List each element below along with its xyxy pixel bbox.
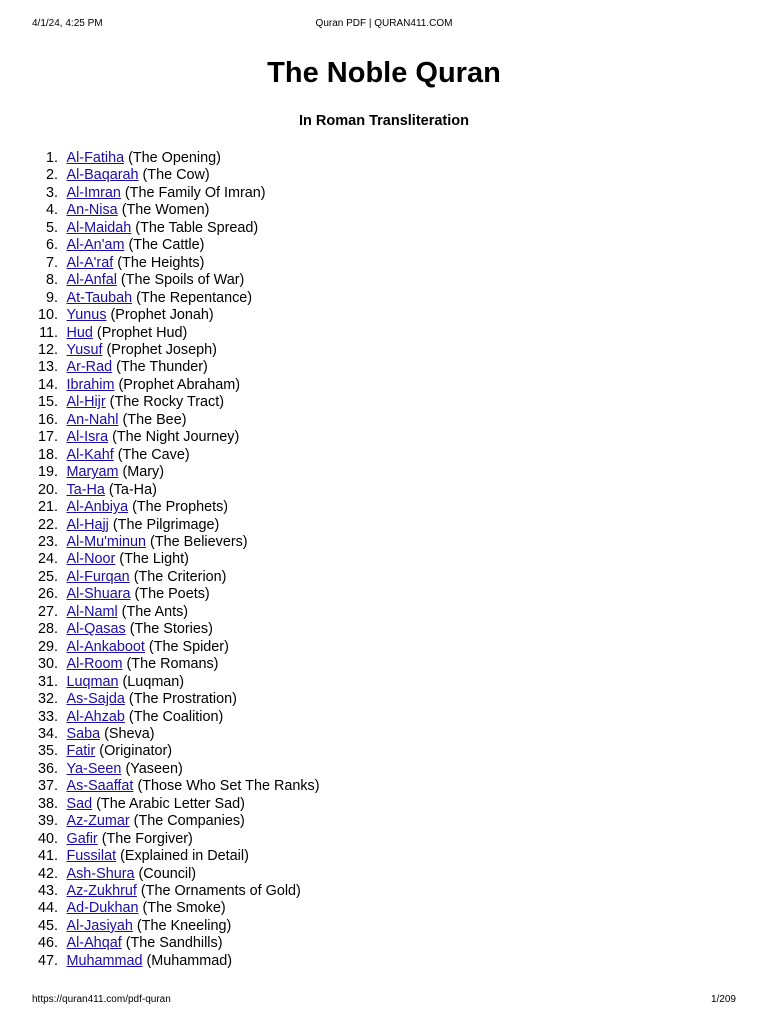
surah-meaning: (The Repentance) bbox=[136, 289, 253, 306]
surah-list-item bbox=[32, 517, 320, 534]
surah-meaning: (Those Who Set The Ranks) bbox=[137, 778, 320, 795]
surah-link[interactable]: Yunus bbox=[66, 307, 107, 324]
surah-link[interactable]: At-Taubah bbox=[66, 289, 133, 306]
surah-number: 18. bbox=[37, 446, 58, 463]
surah-number: 29. bbox=[37, 638, 58, 655]
surah-meaning: (The Prophets) bbox=[132, 499, 229, 516]
surah-number: 11. bbox=[39, 324, 58, 341]
surah-meaning: (The Coalition) bbox=[128, 708, 224, 725]
surah-list-item bbox=[32, 412, 320, 429]
surah-meaning: (The Romans) bbox=[126, 656, 219, 673]
surah-meaning: (Originator) bbox=[99, 743, 173, 760]
surah-link[interactable]: Az-Zumar bbox=[66, 813, 130, 830]
surah-meaning: (The Smoke) bbox=[142, 900, 226, 917]
surah-link[interactable]: Ad-Dukhan bbox=[66, 900, 139, 917]
surah-list-item bbox=[32, 499, 320, 516]
surah-link[interactable]: Al-Mu'minun bbox=[66, 533, 147, 550]
surah-list-item bbox=[32, 778, 320, 795]
surah-link[interactable]: Yusuf bbox=[66, 341, 103, 358]
surah-link[interactable]: Al-Ahzab bbox=[66, 708, 125, 725]
surah-meaning: (Mary) bbox=[122, 464, 165, 481]
surah-meaning: (Prophet Abraham) bbox=[118, 376, 241, 393]
surah-meaning: (The Women) bbox=[121, 202, 210, 219]
surah-meaning: (The Spider) bbox=[148, 638, 229, 655]
surah-meaning: (The Ants) bbox=[121, 603, 189, 620]
surah-link[interactable]: As-Saaffat bbox=[66, 778, 134, 795]
surah-number: 44. bbox=[37, 900, 58, 917]
surah-meaning: (The Criterion) bbox=[133, 568, 227, 585]
surah-meaning: (Ta-Ha) bbox=[108, 481, 157, 498]
surah-number: 37. bbox=[37, 778, 58, 795]
surah-number: 15. bbox=[37, 394, 58, 411]
surah-list-item bbox=[32, 464, 320, 481]
surah-list-item bbox=[32, 220, 320, 237]
surah-number: 36. bbox=[37, 760, 58, 777]
surah-number: 13. bbox=[37, 359, 58, 376]
surah-link[interactable]: Al-Hijr bbox=[66, 394, 106, 411]
surah-number: 30. bbox=[37, 656, 58, 673]
surah-link[interactable]: Saba bbox=[66, 725, 101, 742]
surah-link[interactable]: As-Sajda bbox=[66, 691, 125, 708]
surah-meaning: (Prophet Joseph) bbox=[106, 341, 217, 358]
surah-link[interactable]: An-Nisa bbox=[66, 202, 118, 219]
surah-link[interactable]: Ya-Seen bbox=[66, 760, 122, 777]
surah-list-item bbox=[32, 866, 320, 883]
surah-number: 35. bbox=[37, 743, 58, 760]
surah-number: 10. bbox=[37, 307, 58, 324]
surah-number: 25. bbox=[37, 568, 58, 585]
surah-number: 16. bbox=[37, 411, 58, 428]
surah-number: 34. bbox=[37, 725, 58, 742]
surah-link[interactable]: Al-Baqarah bbox=[66, 167, 139, 184]
surah-meaning: (The Arabic Letter Sad) bbox=[96, 795, 245, 812]
surah-list-item bbox=[32, 255, 320, 272]
surah-meaning: (The Rocky Tract) bbox=[109, 394, 225, 411]
surah-number: 6. bbox=[45, 237, 58, 254]
surah-link[interactable]: Sad bbox=[66, 795, 93, 812]
surah-number: 26. bbox=[37, 586, 58, 603]
surah-meaning: (The Ornaments of Gold) bbox=[140, 883, 301, 900]
surah-list-item bbox=[32, 551, 320, 568]
surah-number: 31. bbox=[37, 673, 58, 690]
surah-list-item bbox=[32, 953, 320, 970]
surah-list-item bbox=[32, 883, 320, 900]
print-footer bbox=[32, 994, 736, 1008]
surah-link[interactable]: Al-Fatiha bbox=[66, 150, 125, 166]
print-url: https://quran411.com/pdf-quran bbox=[32, 994, 171, 1005]
surah-number: 4. bbox=[45, 202, 58, 219]
surah-link[interactable]: Al-An'am bbox=[66, 237, 125, 254]
surah-number: 32. bbox=[37, 691, 58, 708]
surah-number: 3. bbox=[45, 184, 58, 201]
surah-list-item bbox=[32, 813, 320, 830]
surah-list-item bbox=[32, 447, 320, 464]
surah-meaning: (The Forgiver) bbox=[101, 830, 193, 847]
page-number: 1/209 bbox=[710, 994, 736, 1005]
surah-list-item bbox=[32, 272, 320, 289]
surah-number: 28. bbox=[37, 621, 58, 638]
surah-link[interactable]: Ibrahim bbox=[66, 376, 115, 393]
surah-list-item bbox=[32, 202, 320, 219]
surah-meaning: (The Cow) bbox=[142, 167, 210, 184]
surah-meaning: (The Table Spread) bbox=[135, 219, 259, 236]
surah-list-item bbox=[32, 761, 320, 778]
surah-link[interactable]: Al-Noor bbox=[66, 551, 116, 568]
surah-meaning: (The Light) bbox=[119, 551, 189, 568]
surah-link[interactable]: Ar-Rad bbox=[66, 359, 113, 376]
print-date: 4/1/24, 4:25 PM bbox=[32, 18, 103, 29]
surah-number: 20. bbox=[37, 481, 58, 498]
surah-list-item bbox=[32, 342, 320, 359]
surah-link[interactable]: Gafir bbox=[66, 830, 98, 847]
surah-list-item bbox=[32, 150, 320, 167]
surah-number: 38. bbox=[37, 795, 58, 812]
surah-number: 8. bbox=[45, 272, 58, 289]
surah-link[interactable]: Al-Anfal bbox=[66, 272, 117, 289]
surah-meaning: (The Family Of Imran) bbox=[124, 184, 266, 201]
surah-list-item bbox=[32, 185, 320, 202]
surah-number: 40. bbox=[37, 830, 58, 847]
surah-link[interactable]: Al-Furqan bbox=[66, 568, 130, 585]
surah-meaning: (The Night Journey) bbox=[112, 429, 240, 446]
surah-list-item bbox=[32, 935, 320, 952]
surah-number: 9. bbox=[45, 289, 58, 306]
surah-number: 21. bbox=[37, 499, 58, 516]
surah-link[interactable]: Al-Kahf bbox=[66, 446, 114, 463]
surah-link[interactable]: Al-Maidah bbox=[66, 219, 132, 236]
surah-list-item bbox=[32, 709, 320, 726]
surah-link[interactable]: Fatir bbox=[66, 743, 96, 760]
surah-number: 46. bbox=[37, 935, 58, 952]
surah-list-item bbox=[32, 726, 320, 743]
surah-link[interactable]: Al-Jasiyah bbox=[66, 917, 133, 934]
surah-number: 41. bbox=[37, 848, 58, 865]
surah-link[interactable]: Muhammad bbox=[66, 952, 143, 969]
surah-list-item bbox=[32, 237, 320, 254]
surah-meaning: (Yaseen) bbox=[125, 760, 183, 777]
surah-link[interactable]: Al-Ahqaf bbox=[66, 935, 122, 952]
surah-list-item bbox=[32, 604, 320, 621]
surah-meaning: (The Believers) bbox=[150, 533, 248, 550]
surah-meaning: (The Thunder) bbox=[116, 359, 208, 376]
surah-meaning: (Explained in Detail) bbox=[120, 848, 249, 865]
surah-link[interactable]: Al-A'raf bbox=[66, 254, 114, 271]
surah-meaning: (The Heights) bbox=[117, 254, 205, 271]
surah-meaning: (The Kneeling) bbox=[136, 917, 232, 934]
surah-link[interactable]: Hud bbox=[66, 324, 93, 341]
surah-list-item bbox=[32, 586, 320, 603]
surah-number: 43. bbox=[37, 883, 58, 900]
surah-link[interactable]: Al-Imran bbox=[66, 184, 121, 201]
surah-list-item bbox=[32, 674, 320, 691]
surah-link[interactable]: Al-Naml bbox=[66, 603, 118, 620]
surah-number: 5. bbox=[45, 219, 58, 236]
page-title: The Noble Quran bbox=[267, 57, 501, 89]
surah-meaning: (Council) bbox=[138, 865, 197, 882]
surah-number: 47. bbox=[37, 952, 58, 969]
surah-number: 17. bbox=[37, 429, 58, 446]
surah-list-item bbox=[32, 831, 320, 848]
surah-meaning: (The Opening) bbox=[128, 150, 221, 166]
page-subtitle: In Roman Transliteration bbox=[299, 113, 469, 129]
print-header bbox=[32, 18, 736, 32]
surah-link[interactable]: Ash-Shura bbox=[66, 865, 135, 882]
surah-link[interactable]: Al-Ankaboot bbox=[66, 638, 145, 655]
surah-list-item bbox=[32, 621, 320, 638]
surah-meaning: (The Stories) bbox=[129, 621, 213, 638]
surah-number: 22. bbox=[37, 516, 58, 533]
surah-link[interactable]: Ta-Ha bbox=[66, 481, 105, 498]
surah-link[interactable]: Fussilat bbox=[66, 848, 117, 865]
surah-list-item bbox=[32, 691, 320, 708]
surah-meaning: (The Companies) bbox=[133, 813, 245, 830]
surah-link[interactable]: Al-Qasas bbox=[66, 621, 126, 638]
surah-number: 24. bbox=[37, 551, 58, 568]
surah-meaning: (Prophet Jonah) bbox=[110, 307, 214, 324]
surah-meaning: (The Bee) bbox=[122, 411, 187, 428]
surah-number: 23. bbox=[37, 533, 58, 550]
surah-meaning: (Sheva) bbox=[104, 725, 155, 742]
surah-number: 42. bbox=[37, 865, 58, 882]
surah-link[interactable]: An-Nahl bbox=[66, 411, 119, 428]
surah-list-item bbox=[32, 900, 320, 917]
surah-list-item bbox=[32, 290, 320, 307]
surah-list-item bbox=[32, 918, 320, 935]
surah-number: 39. bbox=[37, 813, 58, 830]
surah-meaning: (The Pilgrimage) bbox=[112, 516, 220, 533]
print-document-title: Quran PDF | QURAN411.COM bbox=[315, 18, 453, 29]
surah-list-item bbox=[32, 394, 320, 411]
surah-link[interactable]: Az-Zukhruf bbox=[66, 883, 137, 900]
surah-list-item bbox=[32, 167, 320, 184]
surah-number: 1. bbox=[45, 150, 58, 166]
surah-list-item bbox=[32, 359, 320, 376]
surah-list-item bbox=[32, 569, 320, 586]
surah-link[interactable]: Al-Hajj bbox=[66, 516, 109, 533]
surah-number: 12. bbox=[37, 341, 58, 358]
surah-list-item bbox=[32, 848, 320, 865]
surah-number: 45. bbox=[37, 917, 58, 934]
surah-meaning: (The Cattle) bbox=[128, 237, 205, 254]
surah-number: 14. bbox=[37, 376, 58, 393]
surah-list-item bbox=[32, 656, 320, 673]
surah-list-item bbox=[32, 534, 320, 551]
surah-list-item bbox=[32, 429, 320, 446]
surah-list-item bbox=[32, 377, 320, 394]
surah-link[interactable]: Al-Room bbox=[66, 656, 123, 673]
surah-link[interactable]: Al-Isra bbox=[66, 429, 109, 446]
surah-number: 33. bbox=[37, 708, 58, 725]
surah-number: 7. bbox=[45, 254, 58, 271]
surah-link[interactable]: Maryam bbox=[66, 464, 119, 481]
surah-number: 27. bbox=[37, 603, 58, 620]
surah-meaning: (The Prostration) bbox=[128, 691, 237, 708]
surah-number: 2. bbox=[45, 167, 58, 184]
surah-meaning: (The Poets) bbox=[134, 586, 210, 603]
surah-meaning: (The Spoils of War) bbox=[120, 272, 245, 289]
surah-list-item bbox=[32, 325, 320, 342]
surah-link[interactable]: Luqman bbox=[66, 673, 119, 690]
surah-list-item bbox=[32, 307, 320, 324]
surah-link[interactable]: Al-Shuara bbox=[66, 586, 131, 603]
surah-meaning: (Luqman) bbox=[122, 673, 185, 690]
surah-list-item bbox=[32, 743, 320, 760]
surah-meaning: (The Sandhills) bbox=[125, 935, 223, 952]
surah-list-item bbox=[32, 482, 320, 499]
surah-meaning: (Prophet Hud) bbox=[96, 324, 188, 341]
surah-link[interactable]: Al-Anbiya bbox=[66, 499, 129, 516]
surah-list-item bbox=[32, 796, 320, 813]
surah-meaning: (Muhammad) bbox=[146, 952, 233, 969]
surah-list-item bbox=[32, 639, 320, 656]
surah-list bbox=[32, 150, 320, 970]
surah-meaning: (The Cave) bbox=[117, 446, 190, 463]
surah-number: 19. bbox=[37, 464, 58, 481]
